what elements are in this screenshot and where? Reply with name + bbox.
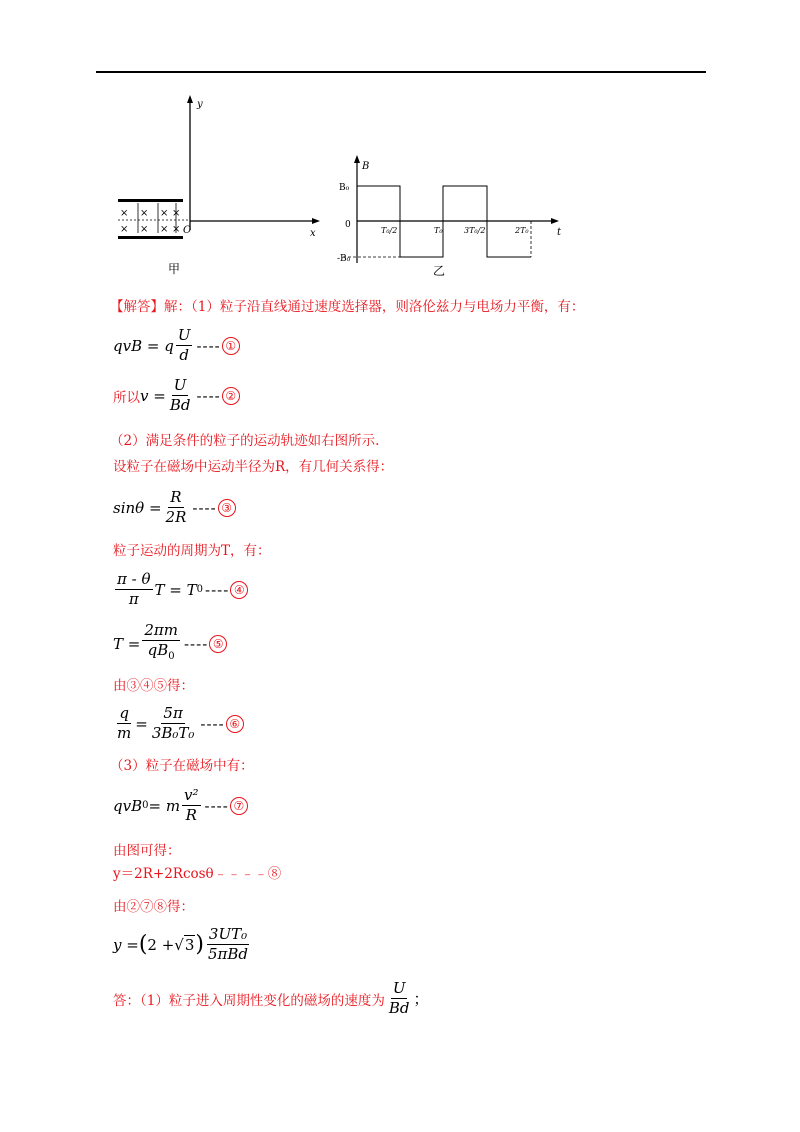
tick-label: 3T₀/2: [464, 226, 486, 235]
answer-line: [110, 298, 584, 316]
origin-label: O: [183, 225, 192, 236]
final-answer: 答：（1）粒子进入周期性变化的磁场的速度为 $\frac{U}{Bd}$ ；: [113, 979, 429, 1017]
zero-label: 0: [345, 220, 351, 230]
tick-label: T₀/2: [381, 226, 398, 235]
equation-3: sinθ = $\frac{R}{2R}$ ---- ③: [113, 489, 236, 526]
axis-b-label: B: [362, 161, 370, 172]
header-rule: [96, 71, 706, 73]
figure-yi: [335, 155, 565, 280]
cross-symbols: [120, 208, 180, 235]
svg-text:×: ×: [172, 224, 181, 235]
equation-2: 所以 v = $\frac{U}{Bd}$ ---- ②: [113, 377, 240, 414]
part2-line: （2）满足条件的粒子的运动轨迹如右图所示.: [110, 433, 380, 449]
svg-text:×: ×: [160, 208, 169, 219]
equation-9: y = ( 2 + √ 3 ) $\frac{\text{3UT₀}}{\text{5πBd}}$: [113, 925, 249, 963]
figure-jia: [110, 95, 325, 280]
axis-t-label: t: [557, 227, 562, 238]
axis-y-label: y: [197, 99, 203, 110]
part3-line: （3）粒子在磁场中有：: [110, 758, 254, 774]
svg-text:×: ×: [172, 208, 181, 219]
equation-1: qvB = q $\frac{U}{d}$ ---- ①: [113, 327, 240, 364]
equation-7: qvB 0 = m $\frac{\text{v²}}{R}$ ---- ⑦: [113, 787, 248, 824]
neg-b0-label: -B₀: [337, 254, 351, 264]
y-equation-line: y＝2R+2Rcosθ﹣﹣﹣﹣⑧: [113, 866, 282, 882]
from278-line: 由②⑦⑧得：: [113, 899, 194, 915]
radius-line: 设粒子在磁场中运动半径为R，有几何关系得：: [113, 459, 394, 475]
tick-label: 2T₀: [515, 226, 529, 235]
equation-4: $\frac{\pi - \theta}{\pi}$ T = T 0 ---- ④: [113, 571, 248, 608]
period-line: 粒子运动的周期为T，有：: [113, 543, 271, 559]
b0-label: B₀: [339, 183, 350, 193]
tick-label: T₀: [434, 226, 443, 235]
figure-yi-caption: 乙: [433, 264, 446, 278]
from-fig-line: 由图可得：: [113, 843, 181, 859]
svg-text:×: ×: [160, 224, 169, 235]
figure-jia-caption: 甲: [168, 262, 181, 276]
svg-text:×: ×: [120, 224, 129, 235]
svg-text:×: ×: [140, 224, 149, 235]
svg-text:×: ×: [140, 208, 149, 219]
axis-x-label: x: [310, 228, 316, 239]
equation-5: T = $\frac{2\pi m}{qB_0}$ ---- ⑤: [113, 622, 227, 665]
from345-line: 由③④⑤得：: [113, 678, 194, 694]
answer-intro: 解：（1）粒子沿直线通过速度选择器，则洛伦兹力与电场力平衡，有：: [164, 299, 585, 315]
equation-6: $\frac{q}{m}$ = $\frac{5\pi}{\text{3B₀T₀}}$ ---- ⑥: [113, 705, 244, 742]
svg-text:×: ×: [120, 208, 129, 219]
answer-tag: 【解答】: [110, 299, 164, 315]
